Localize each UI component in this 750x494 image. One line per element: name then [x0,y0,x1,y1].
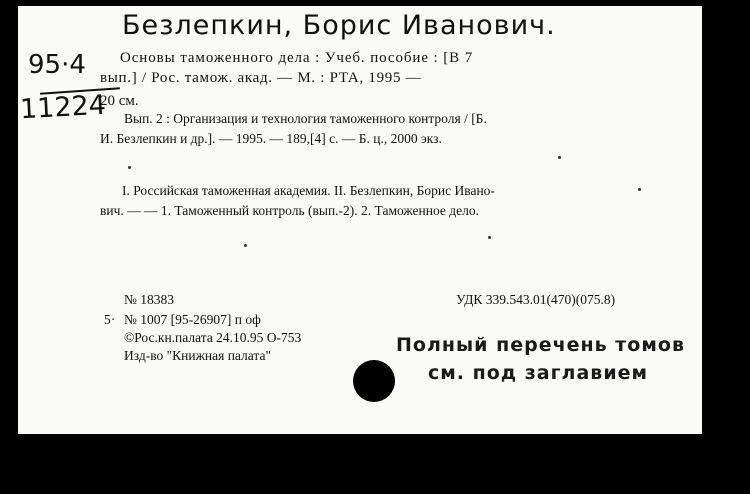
handwritten-author: Безлепкин, Борис Иванович. [122,10,556,41]
udc-code: УДК 339.543.01(470)(075.8) [456,292,616,307]
noise-speck [558,156,561,159]
title-line-3: 20 см. [100,93,139,109]
stamp-line-1: Полный перечень томов [396,334,685,356]
prefix-marker: 5· [104,312,116,327]
copyright-line: ©Рос.кн.палата 24.10.95 О-753 [124,330,302,345]
title-line-1: Основы таможенного дела : Учеб. пособие : [В 7 [120,50,474,66]
stamp-line-2: см. под заглавием [428,362,649,384]
volume-line-1: Вып. 2 : Организация и технология таможенного контроля / [Б. [124,111,487,126]
record-number: № 18383 [124,292,175,307]
order-number: № 1007 [95-26907] п оф [124,312,261,327]
noise-speck [488,236,491,239]
noise-speck [638,188,641,191]
title-line-2: вып.] / Рос. тамож. акад. — М. : РТА, 1995 — [100,70,422,86]
noise-speck [128,166,131,169]
noise-speck [244,244,247,247]
call-number-bottom: 11224 [19,89,107,126]
tracings-line-1: I. Российская таможенная академия. II. Безлепкин, Борис Ивано- [122,183,495,198]
volume-line-2: И. Безлепкин и др.]. — 1995. — 189,[4] с. — Б. ц., 2000 экз. [100,131,442,146]
call-number-top: 95·4 [28,50,86,80]
publisher-line: Изд-во "Книжная палата" [124,348,271,363]
tracings-line-2: вич. — — 1. Таможенный контроль (вып.-2). 2. Таможенное дело. [100,203,479,218]
punch-hole [353,360,395,402]
